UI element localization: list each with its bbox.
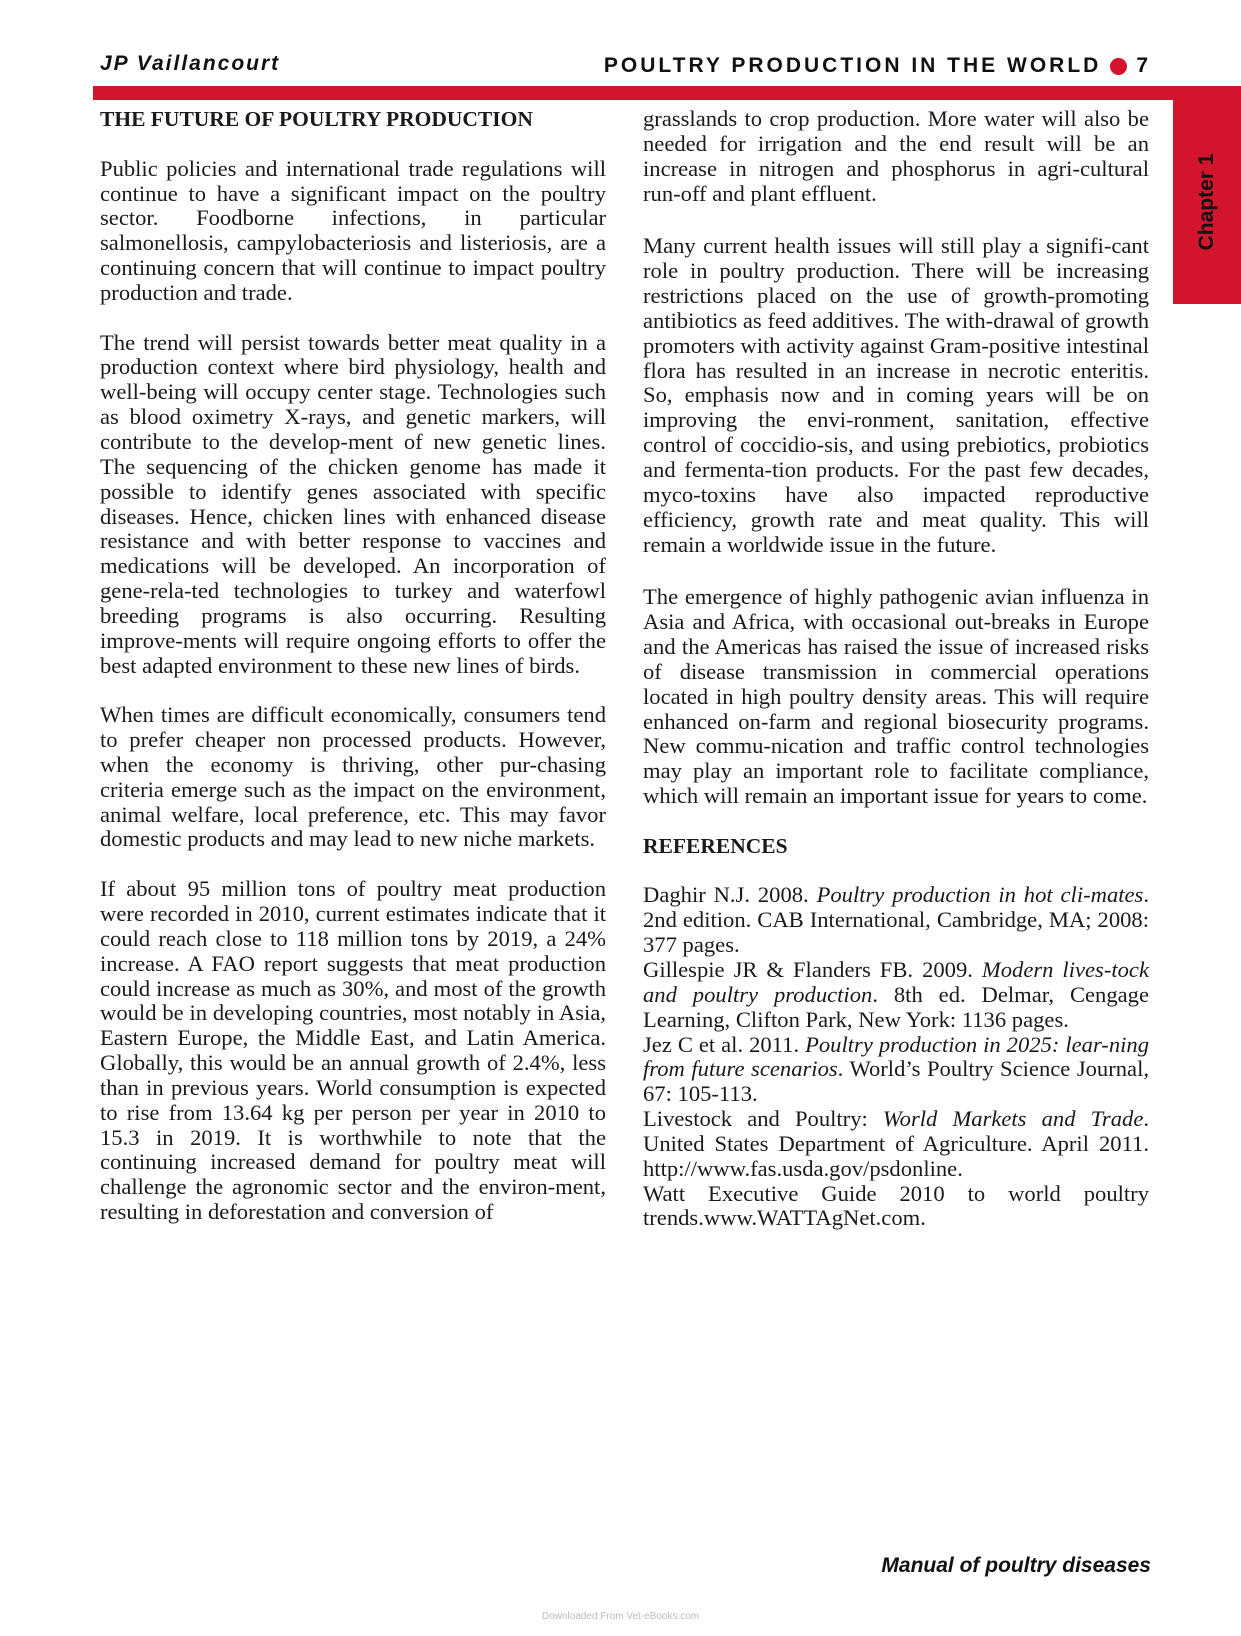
reference-item [643,883,1149,958]
page-number: 7 [1136,54,1151,77]
reference-title: Poultry production in 2025: lear-ning from future scenarios [643,1031,1149,1082]
header-red-rule [93,86,1241,100]
reference-title: Poultry production in hot cli-mates [816,882,1144,908]
paragraph: The emergence of highly pathogenic avian influenza in Asia and Africa, with occasional out-breaks in Europe and the Americas has raised the issue of increased risks of disease transmission in commercial operations located in high poultry density areas. This will require enhanced on-farm and regional biosecurity programs. New commu-nication and traffic control technologies may play an important role to facilitate compliance, which will remain an important issue for years to come. [643,584,1149,809]
chapter-tab [1173,100,1241,304]
references-heading: REFERENCES [643,833,788,858]
section-heading: THE FUTURE OF POULTRY PRODUCTION [100,107,533,131]
reference-authors: Watt Executive Guide 2010 to world poultry trends.www.WATTAgNet.com. [643,1180,1149,1231]
reference-authors: Gillespie JR & Flanders FB. 2009. [643,957,982,982]
paragraph: The trend will persist towards better meat quality in a production context where bird physiology, health and well-being will occupy center stage. Technologies such as blood oximetry X-rays, and genetic markers, will contribute to the develop-ment of new genetic lines. The sequencing of the chicken genome has made it possible to identify genes associated with specific diseases. Hence, chicken lines with enhanced disease resistance and with better response to vaccines and medications will be developed. An incorporation of gene-rela-ted technologies to turkey and waterfowl breeding programs is also occurring. Resulting improve-ments will require ongoing efforts to offer the best adapted environment to these new lines of birds. [100,329,606,678]
running-header-author: JP Vaillancourt [100,52,281,75]
running-header-title-block [604,54,1151,78]
reference-authors: Livestock and Poultry: [643,1106,883,1132]
reference-item [643,1107,1149,1182]
reference-details: . 2nd edition. CAB International, Cambridge, MA; 2008: 377 pages. [643,882,1149,958]
reference-item [643,958,1149,1033]
download-watermark: Downloaded From Vet-eBooks.com [541,1611,700,1622]
red-dot-icon [1110,58,1127,75]
reference-details: . United States Department of Agriculture. April 2011. http://www.fas.usda.gov/psdonline. [643,1106,1149,1181]
paragraph: If about 95 million tons of poultry meat production were recorded in 2010, current estimates indicate that it could reach close to 118 million tons by 2019, a 24% increase. A FAO report suggests that meat production could increase as much as 30%, and most of the growth would be in developing countries, most notably in Asia, Eastern Europe, the Middle East, and Latin America. Globally, this would be an annual growth of 2.4%, less than in previous years. World consumption is expected to rise from 13.64 kg per person per year in 2010 to 15.3 in 2019. It is worthwhile to note that the continuing increased demand for poultry meat will challenge the agronomic sector and the environ-ment, resulting in deforestation and conversion of [100,876,606,1225]
reference-authors: Jez C et al. 2011. [643,1031,806,1057]
reference-details: . World’s Poultry Science Journal, 67: 105-113. [643,1056,1150,1107]
right-column [643,107,1149,1231]
reference-title: Modern lives-tock and poultry production [643,957,1149,1007]
paragraph: When times are difficult economically, consumers tend to prefer cheaper non processed products. However, when the economy is thriving, other pur-chasing criteria emerge such as the impact on the environment, animal welfare, local preference, etc. This may favor domestic products and may lead to new niche markets. [100,702,606,852]
reference-title: World Markets and Trade [882,1106,1144,1132]
paragraph: Many current health issues will still play a signifi-cant role in poultry production. There will be increasing restrictions placed on the use of growth-promoting antibiotics as feed additives. The with-drawal of growth promoters with activity against Gram-positive intestinal flora has resulted in an increase in necrotic enteritis. So, emphasis now and in coming years will be on improving the envi-ronment, sanitation, effective control of coccidio-sis, and using prebiotics, probiotics and fermenta-tion products. For the past few decades, myco-toxins have also impacted reproductive efficiency, growth rate and meat quality. This will remain a worldwide issue in the future. [643,233,1149,557]
paragraph: Public policies and international trade regulations will continue to have a significant impact on the poultry sector. Foodborne infections, in particular salmonellosis, campylobacteriosis and listeriosis, are a continuing concern that will continue to impact poultry production and trade. [100,155,606,305]
reference-authors: Daghir N.J. 2008. [643,882,817,908]
left-column [100,107,606,1225]
running-header-title: POULTRY PRODUCTION IN THE WORLD [603,54,1102,77]
reference-item [643,1033,1149,1108]
reference-item [643,1182,1149,1232]
chapter-tab-label: Chapter 1 [1195,153,1218,251]
footer-book-title: Manual of poultry diseases [881,1554,1151,1577]
paragraph: grasslands to crop production. More water will also be needed for irrigation and the end result will be an increase in nitrogen and phosphorus in agri-cultural run-off and plant effluent. [643,106,1149,206]
reference-details: . 8th ed. Delmar, Cengage Learning, Clifton Park, New York: 1136 pages. [643,981,1149,1032]
